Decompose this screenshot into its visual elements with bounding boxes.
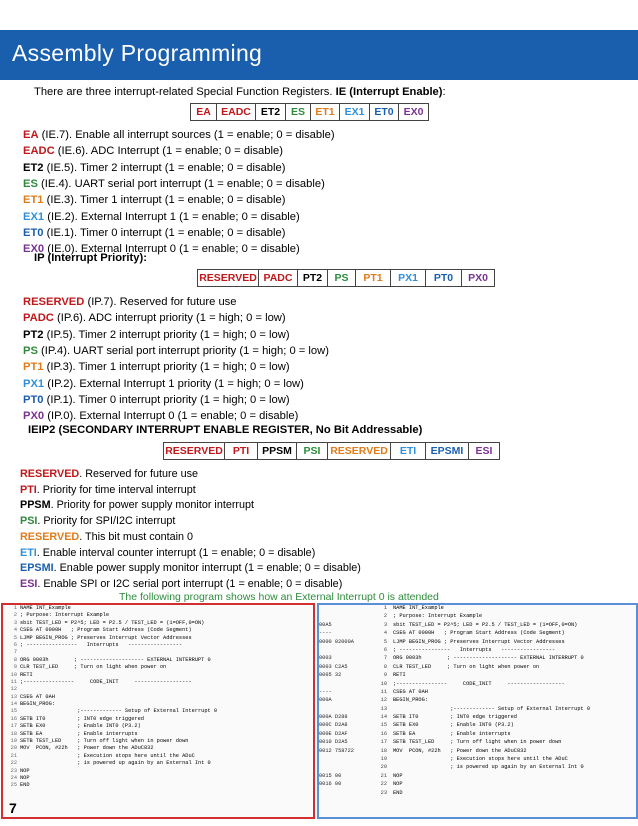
line-number: 4: [383, 630, 387, 637]
bit-description-line: [20, 484, 196, 497]
line-number: 1: [383, 605, 387, 611]
line-number: 11: [10, 678, 17, 685]
bit-description: (IP.0). External Interrupt 0 (1 = enable; 0 = disable): [44, 410, 299, 423]
line-number: 11: [380, 688, 387, 695]
bit-description: . This bit must contain 0: [79, 530, 194, 543]
page-number: 7: [9, 800, 17, 816]
code-line: [3, 753, 313, 760]
address-object-code: 0003 C2A5: [319, 663, 348, 670]
bit-description-line: [23, 394, 290, 407]
bit-description: (IE.0). External Interrupt 0 (1 = enable; 0 = disable): [44, 243, 300, 256]
register-bit-cell: ET0: [370, 104, 399, 121]
bit-description-line: [23, 178, 325, 191]
bit-description: (IE.6). ADC Interrupt (1 = enable; 0 = disable): [54, 145, 283, 158]
code-line: [3, 664, 313, 671]
code-line: [319, 714, 636, 722]
code-text: LJMP BEGIN_PROG ; Preserves Interrupt Vector Addresses: [393, 638, 565, 645]
line-number: 22: [10, 760, 17, 767]
line-number: 18: [10, 730, 17, 737]
bit-description: (IE.5). Timer 2 interrupt (1 = enable; 0 = disable): [43, 161, 286, 174]
bit-description-line: [23, 194, 285, 207]
code-text: ; ---------------- Interrupts -----------------: [20, 641, 183, 648]
address-object-code: ----: [319, 630, 332, 637]
line-number: 22: [380, 781, 387, 788]
line-number: 5: [383, 638, 387, 645]
line-number: 8: [13, 656, 17, 663]
code-line: [319, 722, 636, 730]
line-number: 21: [380, 772, 387, 779]
code-line: [3, 775, 313, 782]
line-number: 6: [13, 641, 17, 648]
code-text: RETI: [393, 672, 406, 679]
bit-description-line: [23, 378, 304, 391]
line-number: 18: [380, 747, 387, 754]
line-number: 4: [13, 627, 17, 634]
code-text: CSEG AT 0000H ; Program Start Address (Code Segment): [393, 630, 565, 637]
program-caption: The following program shows how an External Interrupt 0 is attended: [119, 591, 439, 603]
register-bit-cell: PX1: [391, 270, 426, 287]
register-bit-cell: PT1: [356, 270, 391, 287]
code-text: BEGIN_PROG:: [393, 697, 428, 704]
bit-description: (IP.3). Timer 1 interrupt priority (1 = high; 0 = low): [43, 361, 290, 374]
code-text: SETB TEST_LED ; Turn off light when in power down: [393, 739, 562, 746]
intro-line: [34, 86, 446, 99]
bit-name: RESERVED: [23, 296, 85, 308]
address-object-code: 000A: [319, 697, 332, 704]
code-line: [319, 764, 636, 772]
code-line: [319, 681, 636, 689]
register-bit-cell: RESERVED: [328, 443, 391, 460]
code-text: ORG 0003h ; -------------------- EXTERNAL INTERRUPT 0: [393, 655, 584, 662]
code-line: [3, 782, 313, 789]
code-line: [319, 605, 636, 613]
line-number: 10: [380, 680, 387, 687]
address-object-code: [319, 706, 371, 714]
code-line: [3, 745, 313, 752]
intro-bold: IE (Interrupt Enable): [335, 86, 443, 98]
code-text: ; ---------------- Interrupts -----------------: [393, 646, 556, 653]
address-object-code: ----: [319, 688, 332, 695]
bit-description: (IP.2). External Interrupt 1 priority (1 = high; 0 = low): [44, 377, 304, 390]
bit-description: . Enable power supply monitor interrupt (1 = enable; 0 = disable): [53, 562, 361, 575]
address-object-code: 00A5: [319, 621, 332, 628]
line-number: 17: [380, 739, 387, 746]
address-object-code: 000C D2A8: [319, 722, 348, 729]
line-number: 10: [10, 671, 17, 678]
register-bit-cell: PT0: [426, 270, 462, 287]
code-text: ;------------- Setup of External Interrupt 0: [393, 705, 591, 712]
bit-description-line: [20, 578, 342, 591]
code-text: ; Purpose: Interrupt Example: [20, 612, 110, 619]
bit-description-line: [23, 162, 285, 175]
bit-name: ET0: [23, 226, 44, 239]
code-line: [319, 731, 636, 739]
address-object-code: [319, 756, 371, 764]
register-bit-cell: PS: [328, 270, 356, 287]
assembled-listing: [317, 603, 638, 819]
line-number: 20: [10, 745, 17, 752]
code-line: [3, 694, 313, 701]
line-number: 2: [383, 613, 387, 620]
line-number: 24: [10, 774, 17, 781]
line-number: 13: [380, 705, 387, 712]
bit-name: PT2: [23, 328, 44, 341]
address-object-code: 0010 D2A5: [319, 739, 348, 746]
bit-description-line: [20, 468, 198, 481]
line-number: 19: [380, 756, 387, 763]
bit-name: PX1: [23, 377, 45, 390]
line-number: 3: [13, 619, 17, 626]
code-text: SETB EA ; Enable interrupts: [393, 730, 511, 737]
bit-description: . Priority for power supply monitor interrupt: [50, 499, 255, 512]
register-bit-cell: PX0: [462, 270, 495, 287]
address-object-code: 000E D2AF: [319, 730, 348, 737]
register-bit-cell: PT2: [298, 270, 328, 287]
code-text: ;---------------- CODE_INIT ------------------: [20, 678, 192, 685]
bit-name: ETI: [20, 546, 37, 559]
line-number: 16: [10, 715, 17, 722]
code-line: [3, 672, 313, 679]
address-object-code: [319, 605, 371, 613]
address-object-code: 0000 02000A: [319, 638, 354, 645]
register-bit-cell: PADC: [259, 270, 298, 287]
bit-description: (IP.6). ADC interrupt priority (1 = high; 0 = low): [53, 312, 286, 325]
line-number: 7: [13, 649, 17, 656]
line-number: 8: [383, 663, 387, 670]
bit-description-line: [23, 145, 283, 158]
bit-name: EADC: [23, 145, 55, 158]
address-object-code: 0012 758722: [319, 747, 354, 754]
bit-description-line: [20, 531, 193, 544]
code-text: sbit TEST_LED = P2^5; LED = P2.5 / TEST_LED = (1=OFF,0=ON): [393, 621, 578, 628]
intro-text: There are three interrupt-related Special Function Registers.: [34, 86, 336, 98]
code-text: ORG 0003h ; -------------------- EXTERNAL INTERRUPT 0: [20, 656, 211, 663]
code-line: [319, 756, 636, 764]
bit-name: EX0: [23, 243, 45, 256]
code-text: SETB EA ; Enable interrupts: [20, 730, 138, 737]
register-bit-cell: PTI: [225, 443, 258, 460]
bit-name: EPSMI: [20, 562, 54, 575]
bit-description-line: [20, 547, 315, 560]
code-line: [3, 716, 313, 723]
code-line: [319, 672, 636, 680]
code-line: [319, 773, 636, 781]
line-number: 7: [383, 655, 387, 662]
line-number: 20: [380, 764, 387, 771]
line-number: 17: [10, 723, 17, 730]
register-bit-cell: EPSMI: [426, 443, 469, 460]
code-line: [3, 605, 313, 612]
code-line: [3, 649, 313, 656]
code-text: CLR TEST_LED ; Turn on light when power on: [393, 663, 540, 670]
code-text: END: [20, 782, 30, 789]
code-line: [319, 630, 636, 638]
ip-heading: IP (Interrupt Priority):: [34, 252, 147, 264]
register-bit-cell: EA: [191, 104, 217, 121]
bit-name: EA: [23, 129, 39, 141]
bit-description: (IE.2). External Interrupt 1 (1 = enable; 0 = disable): [44, 210, 300, 223]
line-number: 6: [383, 646, 387, 653]
bit-description: (IP.4). UART serial port interrupt priority (1 = high; 0 = low): [37, 344, 329, 357]
line-number: 2: [13, 612, 17, 619]
line-number: 14: [380, 714, 387, 721]
code-line: [319, 689, 636, 697]
code-line: [319, 647, 636, 655]
code-line: [319, 790, 636, 798]
line-number: 9: [383, 672, 387, 679]
code-text: NAME INT_Example: [393, 605, 444, 611]
address-object-code: 0005 32: [319, 672, 342, 679]
ie-register-table: [190, 103, 429, 121]
bit-description: . Reserved for future use: [79, 468, 199, 480]
bit-name: ET2: [23, 161, 44, 174]
bit-description: (IE.4). UART serial port interrupt (1 = enable; 0 = disable): [37, 177, 325, 190]
line-number: 25: [10, 782, 17, 789]
register-bit-cell: ESI: [469, 443, 500, 460]
line-number: 12: [380, 697, 387, 704]
bit-description-line: [23, 227, 285, 240]
code-text: ;------------- Setup of External Interrupt 0: [20, 708, 218, 715]
code-text: CLR TEST_LED ; Turn on light when power on: [20, 664, 167, 671]
code-line: [3, 686, 313, 693]
code-text: CSEG AT 0000H ; Program Start Address (Code Segment): [20, 627, 192, 634]
bit-description-line: [23, 361, 290, 374]
code-line: [3, 642, 313, 649]
line-number: 12: [10, 686, 17, 693]
bit-name: PX0: [23, 410, 45, 423]
code-line: [319, 739, 636, 747]
bit-description-line: [23, 312, 286, 325]
address-object-code: 0015 00: [319, 772, 342, 779]
line-number: 9: [13, 664, 17, 671]
register-bit-cell: EX1: [340, 104, 370, 121]
code-text: LJMP BEGIN_PROG ; Preserves Interrupt Vector Addresses: [20, 634, 192, 641]
address-object-code: [319, 647, 371, 655]
bit-name: RESERVED: [20, 468, 80, 480]
code-line: [3, 731, 313, 738]
code-line: [319, 748, 636, 756]
line-number: 21: [10, 752, 17, 759]
bit-description-line: [20, 499, 254, 512]
code-line: [3, 723, 313, 730]
code-line: [3, 708, 313, 715]
ieip2-heading: IEIP2 (SECONDARY INTERRUPT ENABLE REGISTER, No Bit Addressable): [28, 424, 423, 436]
address-object-code: [319, 790, 371, 798]
code-text: ; Execution stops here until the ADuC: [20, 752, 195, 759]
address-object-code: [319, 764, 371, 772]
code-text: SETB IT0 ; INT0 edge triggered: [20, 715, 144, 722]
code-line: [319, 706, 636, 714]
register-bit-cell: RESERVED: [198, 270, 259, 287]
bit-description-line: [23, 329, 290, 342]
bit-name: ES: [23, 177, 38, 190]
bit-name: PADC: [23, 312, 54, 325]
code-line: [3, 612, 313, 619]
bit-name: RESERVED: [20, 530, 80, 543]
address-object-code: 0003: [319, 655, 332, 662]
code-text: SETB EX0 ; Enable INT0 (P3.2): [393, 722, 514, 729]
code-text: NOP: [20, 767, 30, 774]
bit-description: (IE.7). Enable all interrupt sources (1 = enable; 0 = disable): [38, 129, 335, 141]
register-bit-cell: RESERVED: [164, 443, 225, 460]
code-text: ;---------------- CODE_INIT ------------------: [393, 680, 565, 687]
register-bit-cell: ETI: [391, 443, 426, 460]
code-text: CSEG AT 0AH: [393, 688, 428, 695]
ip-register-table: [197, 269, 495, 287]
bit-name: ET1: [23, 194, 44, 207]
bit-description-line: [23, 211, 300, 224]
code-line: [3, 657, 313, 664]
code-line: [319, 664, 636, 672]
bit-description: (IE.3). Timer 1 interrupt (1 = enable; 0 = disable): [43, 194, 286, 207]
bit-description-line: [23, 410, 298, 423]
bit-description: (IP.1). Timer 0 interrupt priority (1 = high; 0 = low): [43, 393, 290, 406]
code-text: NAME INT_Example: [20, 605, 71, 611]
bit-name: PT0: [23, 393, 44, 406]
code-text: NOP: [393, 772, 403, 779]
register-bit-cell: PSI: [297, 443, 328, 460]
code-text: RETI: [20, 671, 33, 678]
bit-name: PSI: [20, 515, 38, 528]
source-listing: [1, 603, 315, 819]
address-object-code: 0016 00: [319, 781, 342, 788]
bit-description: (IP.5). Timer 2 interrupt priority (1 = high; 0 = low): [43, 328, 290, 341]
code-text: SETB TEST_LED ; Turn off light when in power down: [20, 738, 189, 745]
register-bit-cell: ES: [286, 104, 311, 121]
code-line: [3, 627, 313, 634]
code-line: [3, 768, 313, 775]
intro-tail: :: [442, 86, 446, 98]
line-number: 5: [13, 634, 17, 641]
bit-name: PTI: [20, 483, 37, 496]
line-number: 1: [13, 605, 17, 611]
line-number: 14: [10, 701, 17, 708]
line-number: 16: [380, 730, 387, 737]
code-line: [319, 613, 636, 621]
code-text: CSEG AT 0AH: [20, 693, 55, 700]
code-line: [3, 635, 313, 642]
line-number: 23: [10, 767, 17, 774]
line-number: 13: [10, 693, 17, 700]
title-bar: [0, 30, 638, 80]
bit-description-line: [23, 296, 237, 309]
code-line: [3, 679, 313, 686]
line-number: 15: [10, 708, 17, 715]
code-text: ; is powered up again by an External Int 0: [393, 764, 584, 771]
bit-name: EX1: [23, 210, 45, 223]
code-line: [319, 622, 636, 630]
register-bit-cell: EADC: [217, 104, 256, 121]
register-bit-cell: ET2: [256, 104, 286, 121]
line-number: 3: [383, 621, 387, 628]
line-number: 15: [380, 722, 387, 729]
code-text: NOP: [20, 774, 30, 781]
bit-name: PT1: [23, 361, 44, 374]
bit-description: (IP.7). Reserved for future use: [84, 296, 237, 308]
page-title: Assembly Programming: [12, 40, 263, 66]
code-text: SETB IT0 ; INT0 edge triggered: [393, 714, 517, 721]
code-text: BEGIN_PROG:: [20, 701, 55, 708]
code-text: MOV PCON, #22h ; Power down the ADuC832: [393, 747, 527, 754]
code-text: ; Purpose: Interrupt Example: [393, 613, 483, 620]
bit-description: . Priority for time interval interrupt: [36, 483, 196, 496]
code-text: ; is powered up again by an External Int 0: [20, 760, 211, 767]
code-text: SETB EX0 ; Enable INT0 (P3.2): [20, 723, 141, 730]
code-text: END: [393, 789, 403, 796]
line-number: 23: [380, 789, 387, 796]
code-line: [3, 738, 313, 745]
bit-description: . Enable interval counter interrupt (1 = enable; 0 = disable): [36, 546, 316, 559]
register-bit-cell: EX0: [399, 104, 429, 121]
bit-description-line: [20, 562, 361, 575]
code-line: [319, 781, 636, 789]
bit-description-line: [23, 345, 329, 358]
bit-description-line: [23, 129, 335, 142]
register-bit-cell: ET1: [311, 104, 340, 121]
bit-name: PS: [23, 344, 38, 357]
code-line: [319, 697, 636, 705]
code-line: [3, 701, 313, 708]
code-line: [319, 639, 636, 647]
bit-description: (IE.1). Timer 0 interrupt (1 = enable; 0 = disable): [43, 226, 286, 239]
code-text: MOV PCON, #22h ; Power down the ADuC832: [20, 745, 154, 752]
bit-description: . Priority for SPI/I2C interrupt: [37, 515, 176, 528]
code-line: [319, 655, 636, 663]
code-text: sbit TEST_LED = P2^5; LED = P2.5 / TEST_LED = (1=OFF,0=ON): [20, 619, 205, 626]
line-number: 19: [10, 738, 17, 745]
bit-description-line: [20, 515, 175, 528]
ieip2-register-table: [163, 442, 500, 460]
code-line: [3, 760, 313, 767]
code-line: [3, 620, 313, 627]
bit-description: . Enable SPI or I2C serial port interrupt (1 = enable; 0 = disable): [37, 577, 343, 590]
address-object-code: 000A D288: [319, 714, 348, 721]
bit-name: ESI: [20, 577, 38, 590]
address-object-code: [319, 681, 371, 689]
code-text: NOP: [393, 781, 403, 788]
address-object-code: [319, 613, 371, 621]
code-text: ; Execution stops here until the ADuC: [393, 756, 568, 763]
bit-name: PPSM: [20, 499, 51, 512]
register-bit-cell: PPSM: [258, 443, 297, 460]
